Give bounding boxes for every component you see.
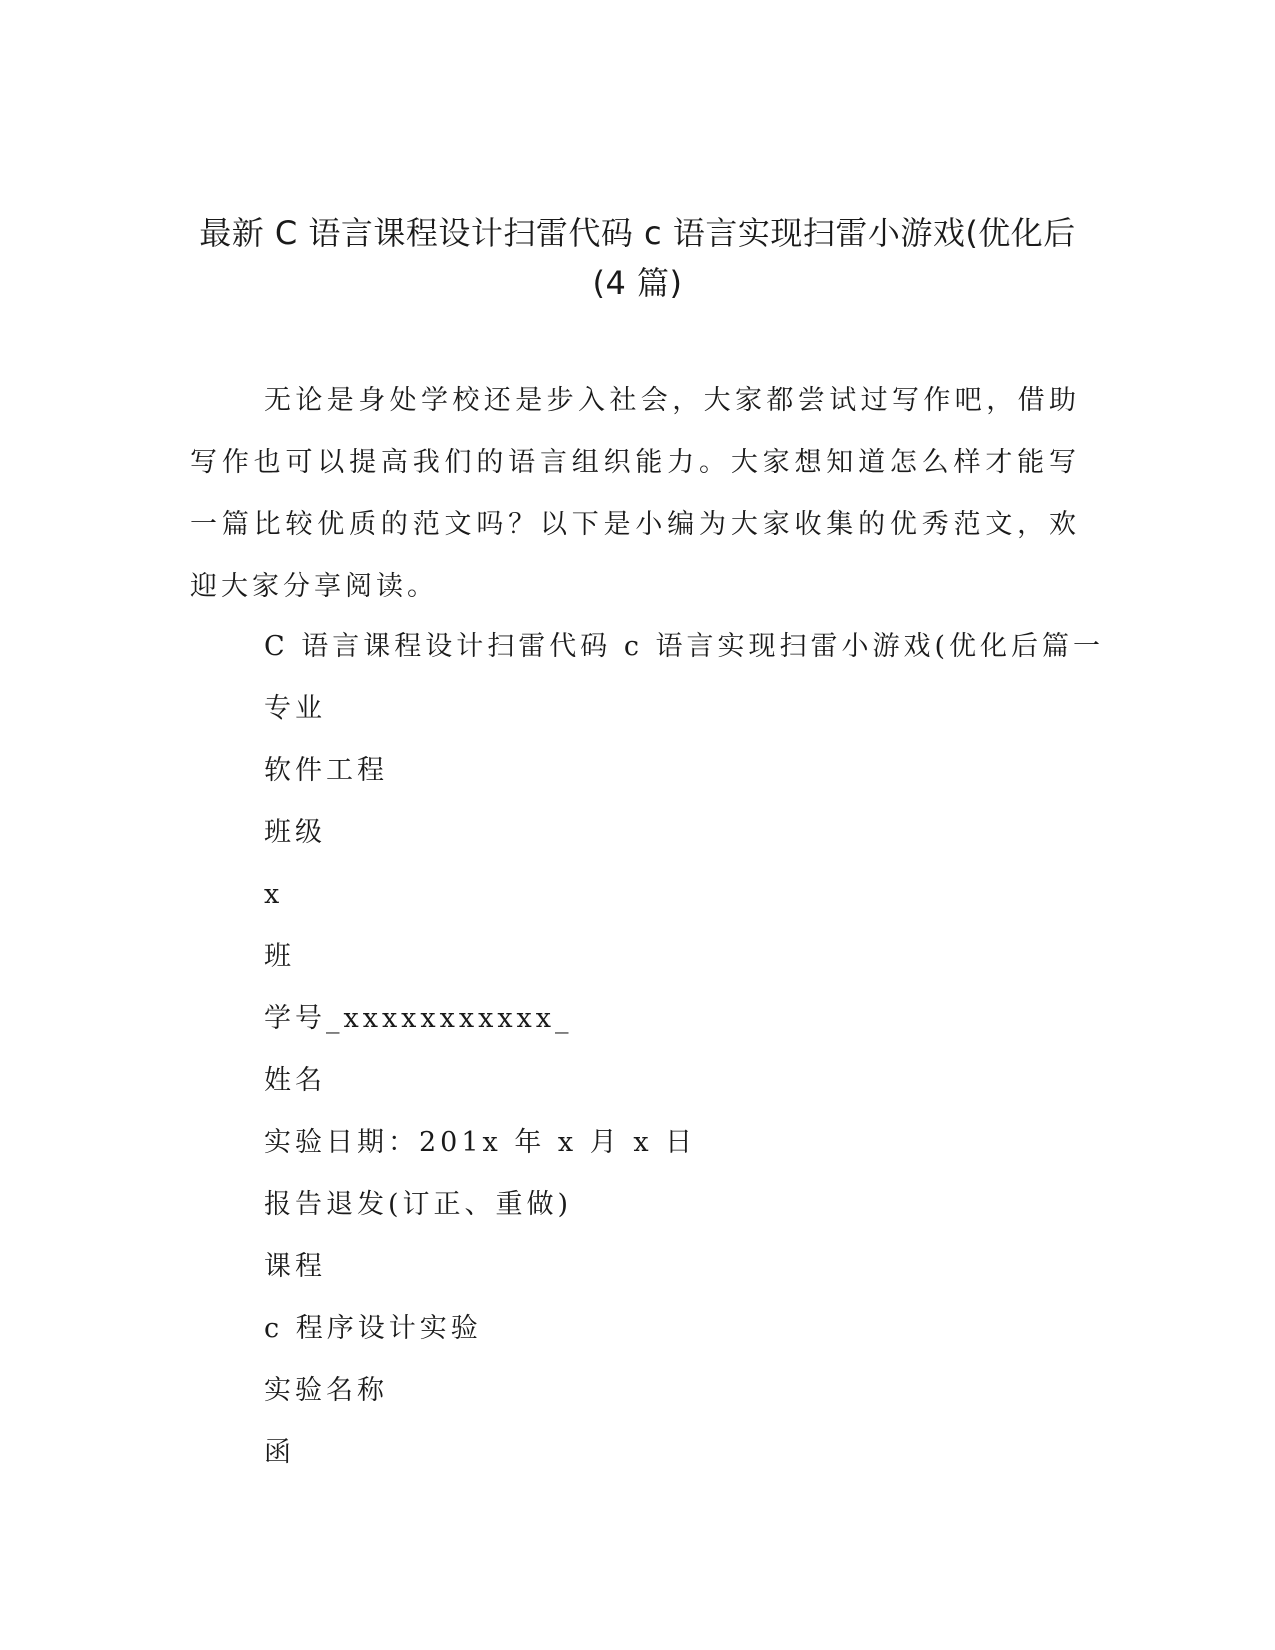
field-value-major: 软件工程 xyxy=(264,755,388,786)
field-label-course: 课程 xyxy=(264,1251,326,1282)
document-title xyxy=(150,208,1125,308)
field-value-course: c 程序设计实验 xyxy=(264,1313,482,1344)
field-student-id: 学号_xxxxxxxxxxx_ xyxy=(264,1003,573,1034)
title-line-1: 最新 C 语言课程设计扫雷代码 c 语言实现扫雷小游戏(优化后 xyxy=(199,214,1076,252)
title-line-2: (4 篇) xyxy=(592,264,683,302)
field-value-class-suffix: 班 xyxy=(264,941,295,972)
field-experiment-date: 实验日期：201x 年 x 月 x 日 xyxy=(264,1127,697,1158)
field-report-return: 报告退发(订正、重做) xyxy=(264,1189,573,1220)
field-label-major: 专业 xyxy=(264,693,326,724)
field-label-experiment-name: 实验名称 xyxy=(264,1375,388,1406)
field-value-experiment-name: 函 xyxy=(264,1437,295,1468)
content-lines xyxy=(264,616,1105,1484)
section-heading: C 语言课程设计扫雷代码 c 语言实现扫雷小游戏(优化后篇一 xyxy=(264,631,1105,662)
field-label-name: 姓名 xyxy=(264,1065,326,1096)
intro-paragraph: 无论是身处学校还是步入社会，大家都尝试过写作吧，借助写作也可以提高我们的语言组织能力。大家想知道怎么样才能写一篇比较优质的范文吗？以下是小编为大家收集的优秀范文，欢迎大家分享阅读。 xyxy=(190,385,1080,602)
field-label-class: 班级 xyxy=(264,817,326,848)
field-value-class: x xyxy=(264,879,284,910)
